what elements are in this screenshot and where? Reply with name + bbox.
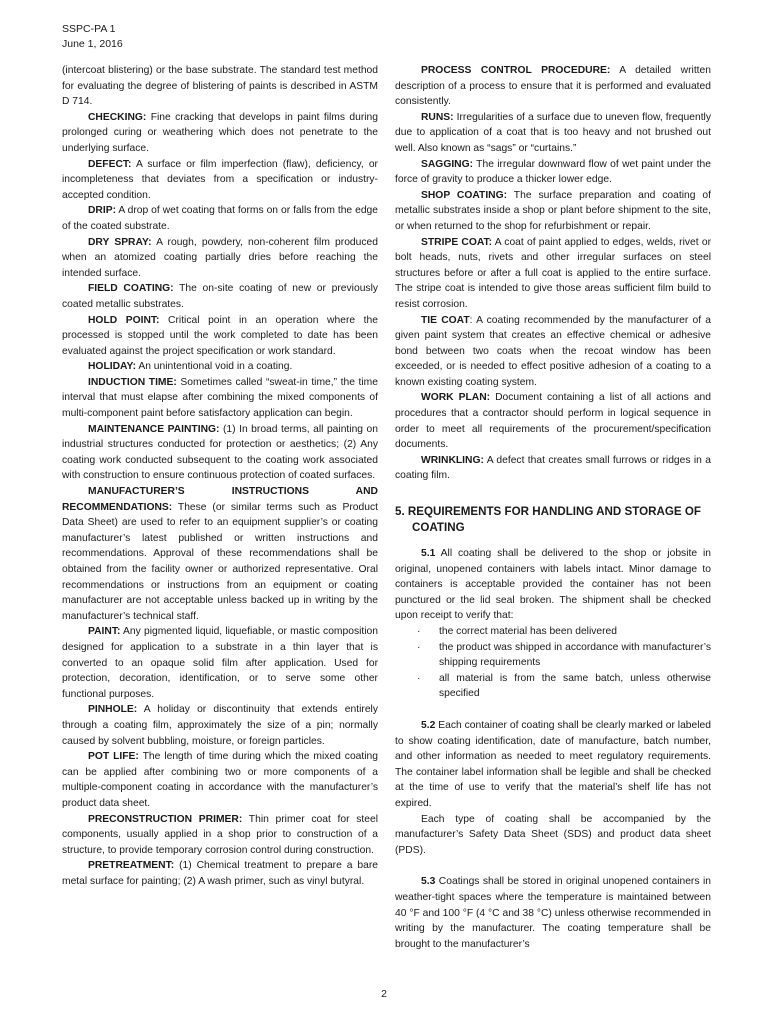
doc-date: June 1, 2016 xyxy=(62,38,123,50)
left-column xyxy=(62,63,378,889)
definition-term: PINHOLE: xyxy=(88,704,138,716)
list-item-text: the product was shipped in accordance with manufacturer’s shipping requirements xyxy=(439,641,711,669)
definition-entry xyxy=(395,313,711,391)
definition-term: DRY SPRAY: xyxy=(88,236,152,248)
right-definitions xyxy=(395,63,711,484)
definition-entry xyxy=(62,484,378,624)
definition-text: Sometimes called “sweat-in time,” the time interval that must elapse after combining the mixed components of multi-component paint before satisfactory application can begin. xyxy=(62,376,378,420)
definition-term: POT LIFE: xyxy=(88,751,139,763)
definition-entry xyxy=(395,390,711,452)
paragraph-5-1-number: 5.1 xyxy=(421,548,436,560)
definition-term: DRIP: xyxy=(88,205,117,217)
definition-text: A rough, powdery, non-coherent film produced when an atomized coating partially dries before reaching the intended surface. xyxy=(62,236,378,279)
definition-entry xyxy=(62,375,378,422)
definition-entry xyxy=(62,235,378,282)
list-item-text: all material is from the same batch, unless otherwise specified xyxy=(439,672,711,700)
definition-text: A coat of paint applied to edges, welds, rivet or bolt heads, nuts, rivets and other irregular surfaces on steel structures before or after a full coat is applied to the entire surface. The stripe coat is intended to give those areas sufficient film build to resist corrosion. xyxy=(395,236,711,310)
definition-text: (1) Chemical treatment to prepare a bare metal surface for painting; (2) A wash primer, such as vinyl butyral. xyxy=(62,860,378,887)
definition-term: PRECONSTRUCTION PRIMER: xyxy=(88,813,243,825)
list-item xyxy=(395,640,711,671)
definition-entry xyxy=(62,702,378,749)
definition-text: A defect that creates small furrows or ridges in a coating film. xyxy=(395,454,711,482)
definition-term: STRIPE COAT: xyxy=(421,236,493,248)
verification-list xyxy=(395,624,711,702)
definition-term: TIE COAT xyxy=(421,314,470,326)
paragraph-5-2-continued: Each type of coating shall be accompanied by the manufacturer’s Safety Data Sheet (SDS) and product data sheet (PDS). xyxy=(395,813,711,856)
definition-entry xyxy=(395,63,711,110)
definition-text: A detailed written description of a process to ensure that it is performed and evaluated consistently. xyxy=(395,65,711,108)
definition-text: Document containing a list of all actions and procedures that a contractor should perform in logical sequence in order to meet all requirements of the procurement/specification documents. xyxy=(395,392,711,451)
definition-term: PAINT: xyxy=(88,626,121,638)
bullet-icon: · xyxy=(417,641,421,653)
doc-id: SSPC-PA 1 xyxy=(62,23,116,35)
bullet-icon: · xyxy=(417,672,421,684)
definition-entry xyxy=(395,235,711,313)
paragraph-5-3-number: 5.3 xyxy=(421,876,436,888)
definition-entry xyxy=(62,812,378,859)
definition-text: The length of time during which the mixed coating can be applied after combining two or more components of a multiple-component coating in accordance with the manufacturer’s product data sheet. xyxy=(62,751,378,809)
definition-term: SAGGING: xyxy=(421,158,474,170)
definition-term: DEFECT: xyxy=(88,158,132,170)
definition-text: A surface or film imperfection (flaw), deficiency, or incompleteness that deviates from a specification or industry-accepted condition. xyxy=(62,158,378,201)
definition-term: SHOP COATING: xyxy=(421,189,508,201)
definition-text: The surface preparation and coating of metallic substrates inside a shop or plant before shipment to the site, or when returned to the shop for refurbishment or repair. xyxy=(395,189,711,232)
definition-entry xyxy=(62,157,378,204)
definition-text: These (or similar terms such as Product Data Sheet) are used to refer to an equipment supplier’s or coating manufacturer’s latest published or written instructions and recommendations. Approval of these recommendations shall be obtained from the facility owner or authorized representative. Oral recommendations or instructions from an equipment or coating manufacturer are not acceptable unless backed up in writing by the manufacturer’s technical staff. xyxy=(62,501,378,622)
intro-paragraph: (intercoat blistering) or the base substrate. The standard test method for evaluating the degree of blistering of paints is described in ASTM D 714. xyxy=(62,65,378,108)
page-number: 2 xyxy=(381,988,387,1000)
list-item-text: the correct material has been delivered xyxy=(439,626,618,637)
definition-text: (1) In broad terms, all painting on industrial structures conducted for protection or aesthetics; (2) Any coating work conducted subsequent to the coating work associated with construction to ensure continuous protection of coated surfaces. xyxy=(62,423,378,482)
definition-entry xyxy=(62,110,378,157)
definition-term: MANUFACTURER’S INSTRUCTIONS AND RECOMMENDATIONS: xyxy=(62,486,378,513)
definition-entry xyxy=(395,453,711,484)
page-header xyxy=(62,22,123,52)
paragraph-5-3-text: Coatings shall be stored in original unopened containers in weather-tight spaces where the temperature is maintained between 40 °F and 100 °F (4 °C and 38 °C) unless otherwise recommended in writing by the manufacturer. The coating temperature shall be brought to the manufacturer’s xyxy=(395,876,711,950)
spacer xyxy=(395,702,711,718)
definition-text: Fine cracking that develops in paint films during prolonged curing or weathering which does not penetrate to the underlying surface. xyxy=(62,111,378,154)
definition-text: An unintentional void in a coating. xyxy=(136,361,293,373)
definition-term: RUNS: xyxy=(421,111,454,123)
definition-entry xyxy=(395,110,711,157)
definition-text: Any pigmented liquid, liquefiable, or mastic composition designed for application to a substrate in a thin layer that is converted to an opaque solid film after application. Used for protection, decoration, identification, or to serve some other functional purposes. xyxy=(62,626,378,700)
definition-entry xyxy=(62,313,378,360)
paragraph-5-2-number: 5.2 xyxy=(421,719,436,731)
definition-entry xyxy=(62,858,378,889)
paragraph-5-2 xyxy=(395,718,711,812)
definition-text: Irregularities of a surface due to uneven flow, frequently due to application of a coat that is too heavy and not brushed out well. Also known as “sags” or “curtains.” xyxy=(395,111,711,154)
definition-term: HOLIDAY: xyxy=(88,361,137,373)
left-definitions xyxy=(62,110,378,890)
definition-term: INDUCTION TIME: xyxy=(88,376,177,388)
definition-term: PROCESS CONTROL PROCEDURE: xyxy=(421,65,611,76)
paragraph-5-2-text: Each container of coating shall be clearly marked or labeled to show coating identification, date of manufacture, batch number, and other information as needed to meet regulatory requirements. The container label information shall be legible and shall be checked at the time of use to verify that the material’s shelf life has not expired. xyxy=(395,719,711,809)
definition-entry xyxy=(62,281,378,312)
definition-text: Critical point in an operation where the processed is stopped until the work completed to date has been evaluated against the project specification or work standard. xyxy=(62,314,378,357)
definition-entry xyxy=(395,188,711,235)
paragraph-5-3 xyxy=(395,874,711,952)
definition-entry xyxy=(62,203,378,234)
definition-entry xyxy=(62,422,378,484)
definition-term: HOLD POINT: xyxy=(88,314,160,326)
definition-text: Thin primer coat for steel components, usually applied in a shop prior to construction of a structure, to provide temporary corrosion control during construction. xyxy=(62,813,379,856)
definition-text: A drop of wet coating that forms on or falls from the edge of the coated substrate. xyxy=(62,205,378,232)
section-5-title: 5. REQUIREMENTS FOR HANDLING AND STORAGE OF COATING xyxy=(395,505,701,535)
definition-text: The irregular downward flow of wet paint under the force of gravity to produce a thicker lower edge. xyxy=(395,158,711,186)
definition-term: MAINTENANCE PAINTING: xyxy=(88,423,220,435)
definition-text: A holiday or discontinuity that extends entirely through a coating film, approximately the size of a pin; normally caused by solvent bubbling, moisture, or foreign particles. xyxy=(62,704,378,747)
bullet-icon: · xyxy=(417,626,421,637)
definition-term: FIELD COATING: xyxy=(88,283,174,295)
paragraph-5-1 xyxy=(395,546,711,624)
right-column xyxy=(395,63,711,952)
definition-entry xyxy=(62,624,378,702)
paragraph-5-1-text: All coating shall be delivered to the shop or jobsite in original, unopened containers with labels intact. Minor damage to containers is acceptable provided the container has not been punctured or the lid seal broken. The shipment shall be checked upon receipt to verify that: xyxy=(395,548,711,622)
definition-entry xyxy=(62,749,378,811)
spacer xyxy=(395,858,711,874)
definition-term: WRINKLING: xyxy=(421,454,484,466)
definition-text: : A coating recommended by the manufacturer of a given paint system that creates an effective chemical or adhesive bond between two coats when the recoat window has been exceeded, or is needed to effect positive adhesion of a coating to a known existing coating system. xyxy=(395,314,711,388)
definition-term: PRETREATMENT: xyxy=(88,860,175,872)
definition-term: WORK PLAN: xyxy=(421,392,491,404)
list-item xyxy=(395,624,711,640)
definition-term: CHECKING: xyxy=(88,111,147,123)
definition-text: The on-site coating of new or previously coated metallic substrates. xyxy=(62,283,379,310)
definition-entry xyxy=(395,157,711,188)
definition-entry xyxy=(62,359,378,375)
list-item xyxy=(395,671,711,702)
